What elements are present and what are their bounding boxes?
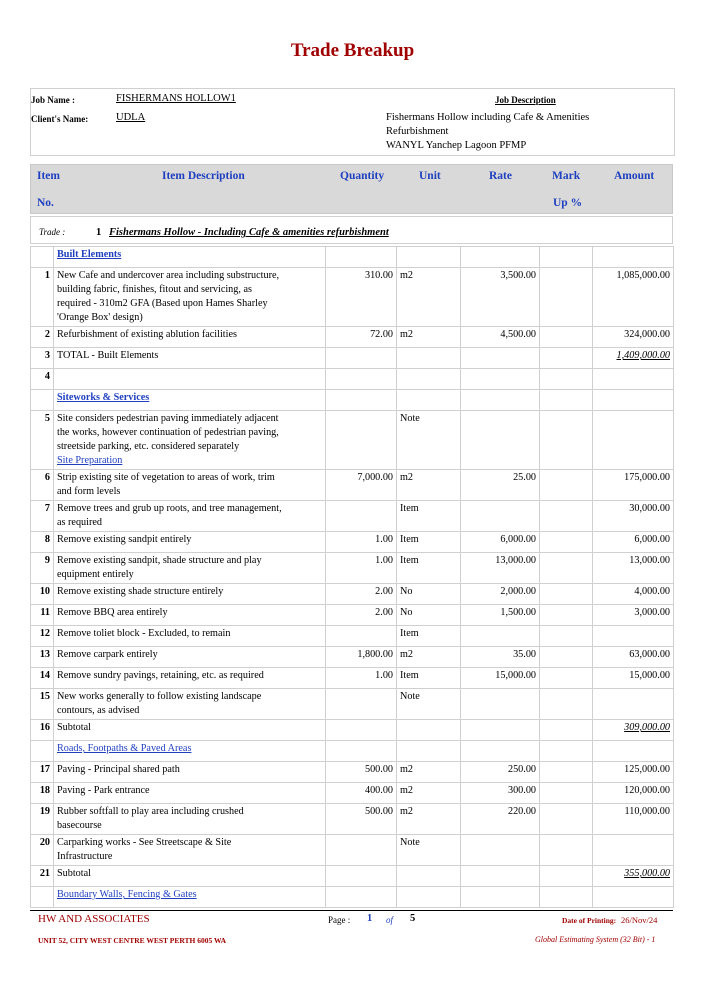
- rate: 15,000.00: [461, 668, 540, 689]
- job-name-value: FISHERMANS HOLLOW1: [116, 93, 236, 104]
- table-row: [31, 327, 674, 348]
- col-quantity: Quantity: [340, 170, 385, 182]
- col-no: No.: [37, 197, 54, 209]
- rate: [461, 626, 540, 647]
- item-description-cell: [54, 689, 326, 720]
- item-description-cell: [54, 501, 326, 532]
- rate-cell: [461, 887, 540, 908]
- unit-cell: [397, 390, 461, 411]
- rate: [461, 835, 540, 866]
- unit: m2: [397, 783, 461, 804]
- quantity: 2.00: [326, 584, 397, 605]
- quantity: 500.00: [326, 804, 397, 835]
- amount-cell: [593, 741, 674, 762]
- mark-up: [540, 470, 593, 501]
- rate: 2,000.00: [461, 584, 540, 605]
- rate: [461, 369, 540, 390]
- rate: 6,000.00: [461, 532, 540, 553]
- item-number: 15: [31, 689, 54, 720]
- item-description-line: Refurbishment of existing ablution facilities: [57, 329, 237, 340]
- item-number-cell: [31, 887, 54, 908]
- system-name: Global Estimating System (32 Bit) - 1: [535, 935, 656, 944]
- unit: Item: [397, 532, 461, 553]
- job-info-panel: [30, 88, 675, 156]
- item-description-cell: [54, 626, 326, 647]
- amount: 6,000.00: [593, 532, 674, 553]
- page-label: Page :: [328, 915, 351, 925]
- job-name-label: Job Name :: [31, 95, 75, 105]
- item-number: 10: [31, 584, 54, 605]
- unit-cell: [397, 247, 461, 268]
- amount: 15,000.00: [593, 668, 674, 689]
- item-description-cell: [54, 720, 326, 741]
- table-row: [31, 470, 674, 501]
- item-number: 7: [31, 501, 54, 532]
- quantity: [326, 689, 397, 720]
- mark-up: [540, 584, 593, 605]
- page-number: 1: [367, 913, 373, 924]
- table-row: [31, 268, 674, 327]
- table-row: [31, 553, 674, 584]
- item-description-line: Paving - Principal shared path: [57, 764, 180, 775]
- quantity: 2.00: [326, 605, 397, 626]
- unit: m2: [397, 804, 461, 835]
- mark-up: [540, 668, 593, 689]
- quantity-cell: [326, 741, 397, 762]
- job-description-line: WANYL Yanchep Lagoon PFMP: [386, 140, 527, 151]
- col-unit: Unit: [419, 170, 441, 182]
- rate: 4,500.00: [461, 327, 540, 348]
- item-description-line: as required: [57, 517, 102, 528]
- mark-up: [540, 411, 593, 470]
- section-heading-cell: [54, 247, 326, 268]
- item-description-line: Remove sundry pavings, retaining, etc. as required: [57, 670, 264, 681]
- rate: 250.00: [461, 762, 540, 783]
- mark-up: [540, 626, 593, 647]
- table-row: [31, 762, 674, 783]
- client-name-label: Client's Name:: [31, 114, 89, 124]
- date-label: Date of Printing:: [562, 916, 617, 925]
- page-count: 5: [410, 913, 416, 924]
- amount-cell: [593, 390, 674, 411]
- col-amount: Amount: [614, 170, 655, 182]
- amount: [593, 689, 674, 720]
- item-description-line: Remove existing sandpit entirely: [57, 534, 192, 545]
- mark-up: [540, 762, 593, 783]
- item-description-cell: [54, 470, 326, 501]
- item-description-cell: [54, 668, 326, 689]
- item-description-cell: [54, 348, 326, 369]
- mark-cell: [540, 720, 593, 741]
- item-description-cell: [54, 783, 326, 804]
- trade-label: Trade :: [39, 227, 66, 237]
- mark-up: [540, 553, 593, 584]
- section-heading-cell: [54, 741, 326, 762]
- item-description-line: Remove trees and grub up roots, and tree management,: [57, 503, 282, 514]
- quantity-cell: [326, 720, 397, 741]
- trade-number: 1: [96, 227, 102, 238]
- company-name: HW AND ASSOCIATES: [38, 913, 150, 925]
- item-number: 20: [31, 835, 54, 866]
- amount-cell: [593, 887, 674, 908]
- section-heading-row: [31, 741, 674, 762]
- table-row: [31, 584, 674, 605]
- item-description-line: Infrastructure: [57, 851, 113, 862]
- item-number: 13: [31, 647, 54, 668]
- unit-cell: [397, 348, 461, 369]
- mark-cell: [540, 247, 593, 268]
- item-description-line: required - 310m2 GFA (Based upon Hames Sharley: [57, 298, 268, 309]
- job-description-line: Refurbishment: [386, 126, 449, 137]
- table-row: [31, 647, 674, 668]
- rate: 1,500.00: [461, 605, 540, 626]
- table-row: [31, 605, 674, 626]
- amount: [593, 369, 674, 390]
- item-description-cell: [54, 369, 326, 390]
- item-description-line: Strip existing site of vegetation to areas of work, trim: [57, 472, 275, 483]
- mark-up: [540, 647, 593, 668]
- rate: 25.00: [461, 470, 540, 501]
- quantity-cell: [326, 247, 397, 268]
- table-row: [31, 369, 674, 390]
- unit: m2: [397, 327, 461, 348]
- unit: m2: [397, 470, 461, 501]
- quantity: 1.00: [326, 532, 397, 553]
- item-description-cell: [54, 584, 326, 605]
- item-description-line: Subtotal: [57, 868, 91, 879]
- table-row: [31, 626, 674, 647]
- mark-cell: [540, 887, 593, 908]
- item-description-line: Remove carpark entirely: [57, 649, 158, 660]
- item-number: 6: [31, 470, 54, 501]
- quantity-cell: [326, 348, 397, 369]
- section-heading: Boundary Walls, Fencing & Gates: [57, 889, 197, 900]
- item-number: 12: [31, 626, 54, 647]
- item-number: 4: [31, 369, 54, 390]
- item-description-cell: [54, 327, 326, 348]
- item-number: 16: [31, 720, 54, 741]
- amount: [593, 835, 674, 866]
- unit: Note: [397, 835, 461, 866]
- amount-total-cell: [593, 866, 674, 887]
- item-description-line: New Cafe and undercover area including substructure,: [57, 270, 280, 281]
- quantity-cell: [326, 887, 397, 908]
- item-number: 17: [31, 762, 54, 783]
- item-description-cell: [54, 762, 326, 783]
- item-number-cell: [31, 390, 54, 411]
- item-description-line: [57, 370, 322, 384]
- item-description-line: Site considers pedestrian paving immediately adjacent: [57, 413, 279, 424]
- table-row: [31, 668, 674, 689]
- item-number: 9: [31, 553, 54, 584]
- mark-up: [540, 501, 593, 532]
- item-description-line: contours, as advised: [57, 705, 140, 716]
- item-description-cell: [54, 647, 326, 668]
- item-description-line: Carparking works - See Streetscape & Site: [57, 837, 232, 848]
- quantity: [326, 501, 397, 532]
- job-description-label: Job Description: [495, 95, 556, 105]
- quantity: [326, 626, 397, 647]
- item-number: 1: [31, 268, 54, 327]
- items-table: [30, 246, 674, 908]
- item-description-line: and form levels: [57, 486, 121, 497]
- client-name-value: UDLA: [116, 112, 146, 123]
- unit-cell: [397, 887, 461, 908]
- table-row: [31, 783, 674, 804]
- rate-cell: [461, 720, 540, 741]
- item-number: 11: [31, 605, 54, 626]
- item-description-line: Remove existing sandpit, shade structure and play: [57, 555, 262, 566]
- quantity: 1.00: [326, 553, 397, 584]
- footer-divider: [30, 910, 673, 911]
- col-item: Item: [37, 170, 60, 182]
- of-label: of: [386, 915, 394, 925]
- unit: Note: [397, 689, 461, 720]
- item-number: 2: [31, 327, 54, 348]
- rate: 3,500.00: [461, 268, 540, 327]
- col-mark: Mark: [552, 170, 581, 182]
- amount: 110,000.00: [593, 804, 674, 835]
- mark-cell: [540, 866, 593, 887]
- amount-total-cell: [593, 720, 674, 741]
- item-number: 5: [31, 411, 54, 470]
- amount: 13,000.00: [593, 553, 674, 584]
- quantity: [326, 411, 397, 470]
- quantity-cell: [326, 390, 397, 411]
- unit: m2: [397, 762, 461, 783]
- item-number: 14: [31, 668, 54, 689]
- item-description-cell: [54, 553, 326, 584]
- unit: [397, 369, 461, 390]
- job-description-line: Fishermans Hollow including Cafe & Amenities: [386, 112, 590, 123]
- item-description-cell: [54, 411, 326, 470]
- quantity: 1.00: [326, 668, 397, 689]
- unit-cell: [397, 866, 461, 887]
- quantity: 72.00: [326, 327, 397, 348]
- amount: 120,000.00: [593, 783, 674, 804]
- col-up: Up %: [553, 197, 583, 209]
- quantity: 1,800.00: [326, 647, 397, 668]
- item-description-cell: [54, 605, 326, 626]
- rate-cell: [461, 741, 540, 762]
- total-amount: 355,000.00: [624, 868, 670, 879]
- item-number: 19: [31, 804, 54, 835]
- item-description-line: streetside parking, etc. considered separately: [57, 441, 240, 452]
- amount: 125,000.00: [593, 762, 674, 783]
- unit: No: [397, 605, 461, 626]
- item-description-cell: [54, 866, 326, 887]
- rate: 300.00: [461, 783, 540, 804]
- item-description-line: Paving - Park entrance: [57, 785, 150, 796]
- item-number: 18: [31, 783, 54, 804]
- rate: 13,000.00: [461, 553, 540, 584]
- table-row: [31, 866, 674, 887]
- rate-cell: [461, 247, 540, 268]
- unit-cell: [397, 720, 461, 741]
- mark-up: [540, 532, 593, 553]
- table-row: [31, 348, 674, 369]
- col-description: Item Description: [162, 170, 245, 182]
- mark-up: [540, 327, 593, 348]
- rate: [461, 689, 540, 720]
- item-description-line: the works, however continuation of pedestrian paving,: [57, 427, 279, 438]
- quantity: [326, 369, 397, 390]
- unit: Note: [397, 411, 461, 470]
- quantity: 7,000.00: [326, 470, 397, 501]
- amount: 324,000.00: [593, 327, 674, 348]
- item-description-line: New works generally to follow existing landscape: [57, 691, 262, 702]
- rate: [461, 411, 540, 470]
- quantity: 500.00: [326, 762, 397, 783]
- item-description-cell: [54, 804, 326, 835]
- trade-name: Fishermans Hollow - Including Cafe & amenities refurbishment: [109, 227, 389, 238]
- rate-cell: [461, 348, 540, 369]
- mark-up: [540, 804, 593, 835]
- col-rate: Rate: [489, 170, 512, 182]
- amount-total-cell: [593, 348, 674, 369]
- mark-up: [540, 689, 593, 720]
- trade-row: [30, 216, 673, 244]
- company-address: UNIT 52, CITY WEST CENTRE WEST PERTH 6005 WA: [38, 936, 227, 945]
- sub-heading: Site Preparation: [57, 455, 123, 466]
- rate: 35.00: [461, 647, 540, 668]
- column-header: [30, 164, 673, 214]
- mark-cell: [540, 741, 593, 762]
- item-description-line: building fabric, finishes, fitout and servicing, as: [57, 284, 252, 295]
- quantity-cell: [326, 866, 397, 887]
- mark-up: [540, 268, 593, 327]
- item-number: 21: [31, 866, 54, 887]
- unit: Item: [397, 501, 461, 532]
- print-date: 26/Nov/24: [621, 915, 658, 925]
- amount: 1,085,000.00: [593, 268, 674, 327]
- mark-up: [540, 783, 593, 804]
- item-description-cell: [54, 532, 326, 553]
- section-heading-row: [31, 390, 674, 411]
- item-description-line: Remove toliet block - Excluded, to remain: [57, 628, 231, 639]
- section-heading-row: [31, 887, 674, 908]
- item-description-cell: [54, 835, 326, 866]
- mark-up: [540, 605, 593, 626]
- table-row: [31, 532, 674, 553]
- table-row: [31, 501, 674, 532]
- rate-cell: [461, 866, 540, 887]
- table-row: [31, 835, 674, 866]
- item-description-line: Rubber softfall to play area including crushed: [57, 806, 244, 817]
- rate-cell: [461, 390, 540, 411]
- item-description-line: Remove BBQ area entirely: [57, 607, 168, 618]
- unit: No: [397, 584, 461, 605]
- mark-up: [540, 369, 593, 390]
- item-description-line: basecourse: [57, 820, 102, 831]
- item-description-cell: [54, 268, 326, 327]
- table-row: [31, 689, 674, 720]
- item-number: 8: [31, 532, 54, 553]
- quantity: [326, 835, 397, 866]
- mark-cell: [540, 348, 593, 369]
- item-description-line: Subtotal: [57, 722, 91, 733]
- unit: Item: [397, 668, 461, 689]
- item-description-line: TOTAL - Built Elements: [57, 350, 159, 361]
- section-heading: Built Elements: [57, 249, 122, 260]
- total-amount: 309,000.00: [624, 722, 670, 733]
- quantity: 310.00: [326, 268, 397, 327]
- unit: Item: [397, 626, 461, 647]
- mark-cell: [540, 390, 593, 411]
- amount: 175,000.00: [593, 470, 674, 501]
- unit-cell: [397, 741, 461, 762]
- amount-cell: [593, 247, 674, 268]
- unit: Item: [397, 553, 461, 584]
- rate: 220.00: [461, 804, 540, 835]
- amount: [593, 626, 674, 647]
- unit: m2: [397, 647, 461, 668]
- item-number: 3: [31, 348, 54, 369]
- amount: 63,000.00: [593, 647, 674, 668]
- amount: [593, 411, 674, 470]
- amount: 3,000.00: [593, 605, 674, 626]
- rate: [461, 501, 540, 532]
- unit: m2: [397, 268, 461, 327]
- item-description-line: equipment entirely: [57, 569, 134, 580]
- section-heading-cell: [54, 390, 326, 411]
- item-number-cell: [31, 741, 54, 762]
- amount: 4,000.00: [593, 584, 674, 605]
- table-row: [31, 804, 674, 835]
- item-number-cell: [31, 247, 54, 268]
- quantity: 400.00: [326, 783, 397, 804]
- amount: 30,000.00: [593, 501, 674, 532]
- item-description-line: 'Orange Box' design): [57, 312, 143, 323]
- section-heading: Siteworks & Services: [57, 392, 150, 403]
- page-title: Trade Breakup: [290, 40, 415, 61]
- table-row: [31, 411, 674, 470]
- table-row: [31, 720, 674, 741]
- section-heading-row: [31, 247, 674, 268]
- item-description-line: Remove existing shade structure entirely: [57, 586, 224, 597]
- total-amount: 1,409,000.00: [616, 350, 670, 361]
- section-heading-cell: [54, 887, 326, 908]
- mark-up: [540, 835, 593, 866]
- section-heading: Roads, Footpaths & Paved Areas: [57, 743, 192, 754]
